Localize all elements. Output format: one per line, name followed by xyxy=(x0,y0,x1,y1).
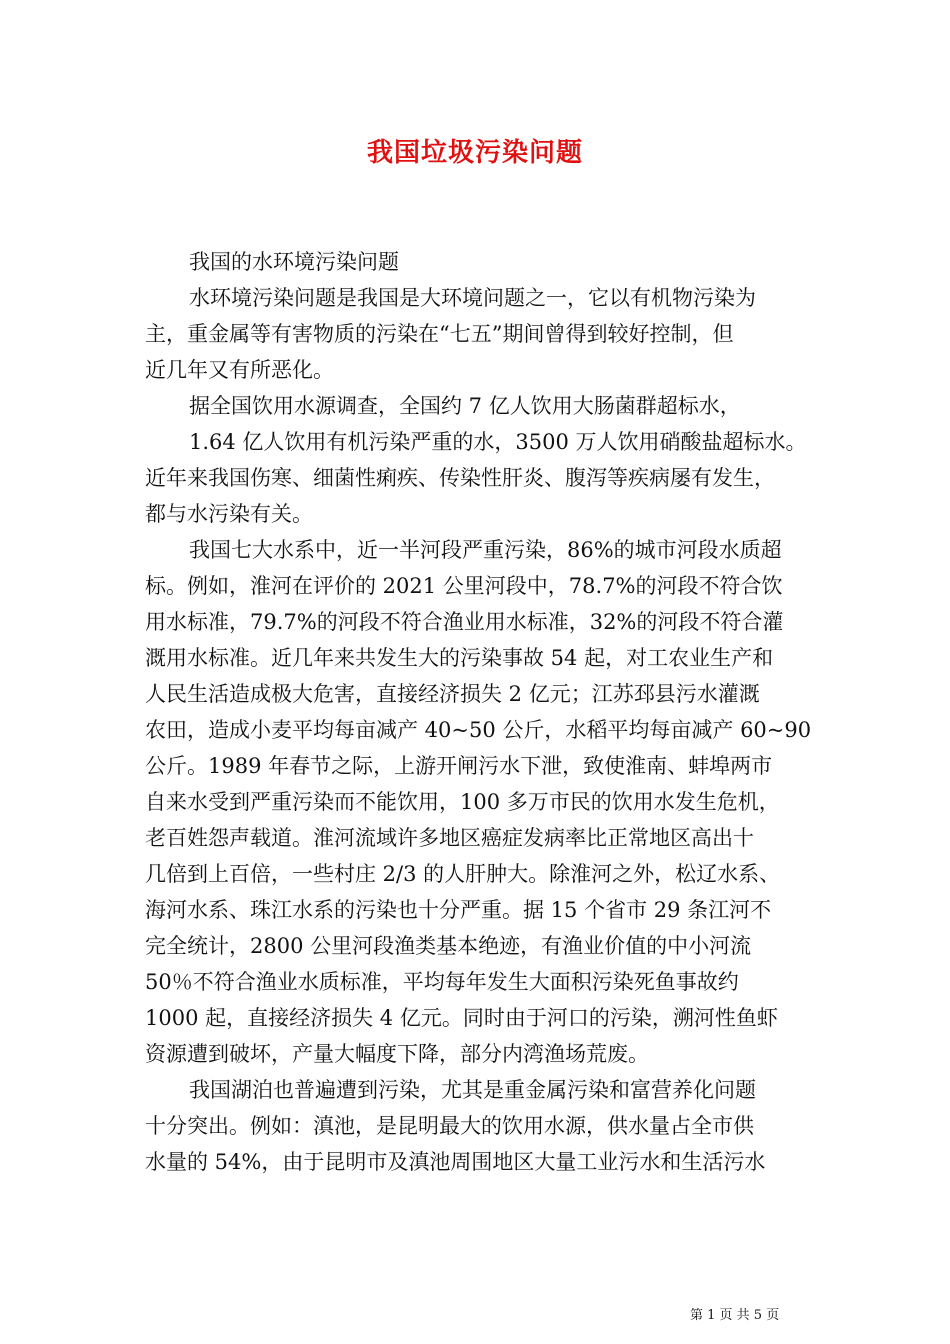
text-line: 农田，造成小麦平均每亩减产 40~50 公斤，水稻平均每亩减产 60~90 xyxy=(145,718,812,742)
text-line: 标。例如，淮河在评价的 2021 公里河段中，78.7%的河段不符合饮 xyxy=(145,574,783,598)
document-body xyxy=(145,244,812,1180)
text-line: 我国七大水系中，近一半河段严重污染，86%的城市河段水质超 xyxy=(189,538,782,562)
text-line: 水量的 54%，由于昆明市及滇池周围地区大量工业污水和生活污水 xyxy=(145,1150,766,1174)
text-line: 水环境污染问题是我国是大环境问题之一，它以有机物污染为 xyxy=(189,286,756,310)
text-line: 人民生活造成极大危害，直接经济损失 2 亿元；江苏邳县污水灌溉 xyxy=(145,682,760,706)
text-line: 1.64 亿人饮用有机污染严重的水，3500 万人饮用硝酸盐超标水。 xyxy=(189,430,807,454)
text-line: 用水标准，79.7%的河段不符合渔业用水标准，32%的河段不符合灌 xyxy=(145,610,784,634)
text-line: 据全国饮用水源调查，全国约 7 亿人饮用大肠菌群超标水， xyxy=(189,394,741,418)
text-line: 近几年又有所恶化。 xyxy=(145,358,334,382)
text-line: 海河水系、珠江水系的污染也十分严重。据 15 个省市 29 条江河不 xyxy=(145,898,772,922)
text-line: 50％不符合渔业水质标准，平均每年发生大面积污染死鱼事故约 xyxy=(145,970,739,994)
text-line: 公斤。1989 年春节之际，上游开闸污水下泄，致使淮南、蚌埠两市 xyxy=(145,754,773,778)
text-line: 自来水受到严重污染而不能饮用，100 多万市民的饮用水发生危机， xyxy=(145,790,780,814)
text-line: 资源遭到破坏，产量大幅度下降，部分内湾渔场荒废。 xyxy=(145,1042,649,1066)
document-title: 我国垃圾污染问题 xyxy=(366,138,583,168)
text-line: 近年来我国伤寒、细菌性痢疾、传染性肝炎、腹泻等疾病屡有发生， xyxy=(145,466,775,490)
text-line: 几倍到上百倍，一些村庄 2/3 的人肝肿大。除淮河之外，松辽水系、 xyxy=(145,862,781,886)
text-line: 溉用水标准。近几年来共发生大的污染事故 54 起，对工农业生产和 xyxy=(145,646,774,670)
text-line: 主，重金属等有害物质的污染在“七五”期间曾得到较好控制，但 xyxy=(145,322,734,346)
text-line: 老百姓怨声载道。淮河流域许多地区癌症发病率比正常地区高出十 xyxy=(145,826,754,850)
text-line: 都与水污染有关。 xyxy=(145,502,313,526)
text-line: 十分突出。例如：滇池，是昆明最大的饮用水源，供水量占全市供 xyxy=(145,1114,754,1138)
text-line: 完全统计，2800 公里河段渔类基本绝迹，有渔业价值的中小河流 xyxy=(145,934,752,958)
page-footer: 第 1 页 共 5 页 xyxy=(690,1308,780,1323)
text-line: 我国湖泊也普遍遭到污染，尤其是重金属污染和富营养化问题 xyxy=(189,1078,756,1102)
text-line: 1000 起，直接经济损失 4 亿元。同时由于河口的污染，溯河性鱼虾 xyxy=(145,1006,778,1030)
text-line: 我国的水环境污染问题 xyxy=(189,250,399,274)
